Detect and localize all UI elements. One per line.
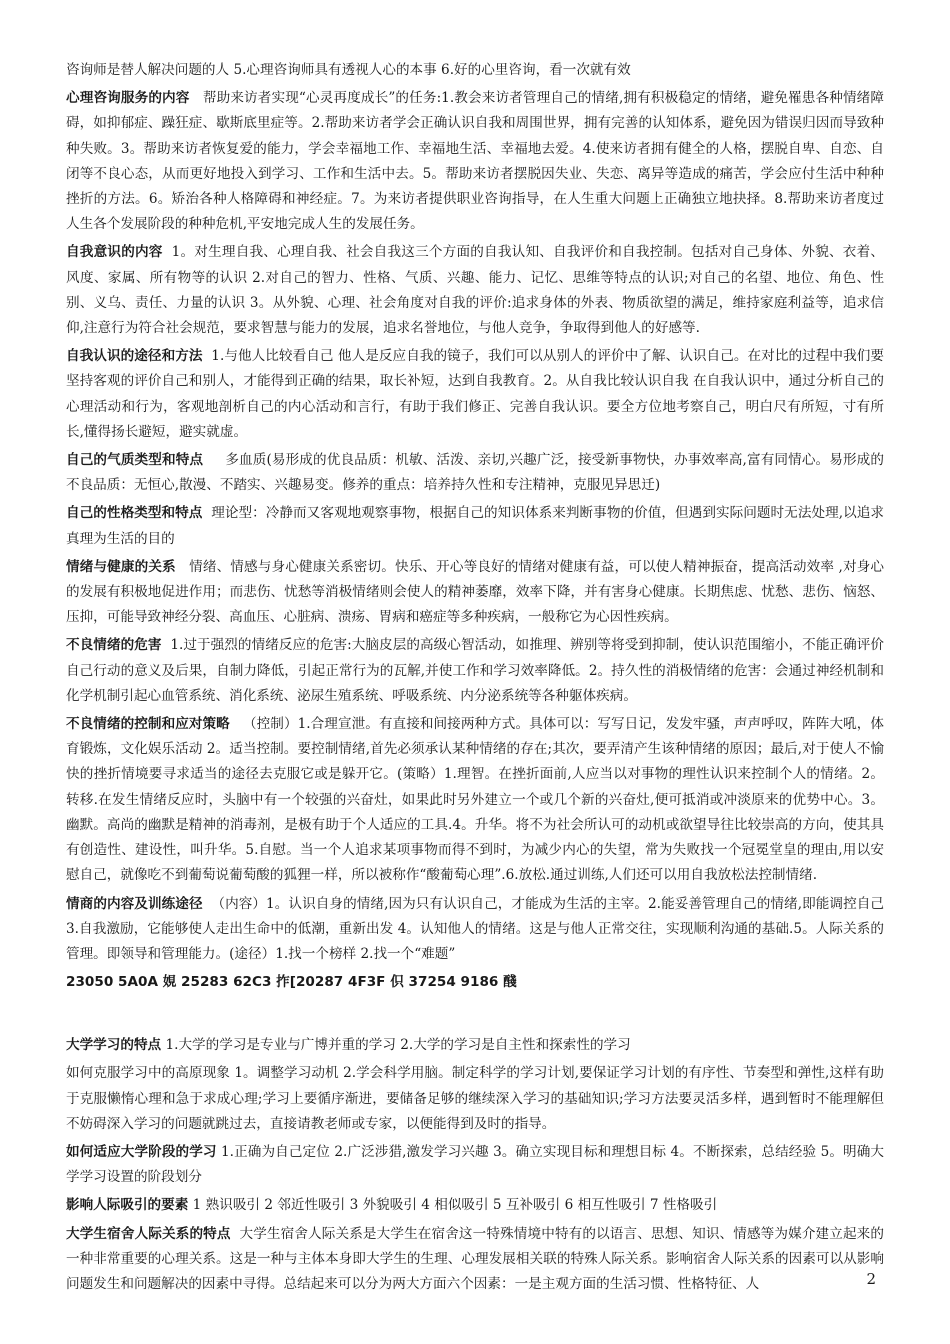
section-plateau: [66, 1061, 884, 1137]
encoding-line: 23050 5A0A 娊 25283 62C3 拃[20287 4F3F 伿 37254 9186 醆: [66, 974, 517, 991]
section-body: 1.与他人比较看自己 他人是反应自我的镜子，我们可以从别人的评价中了解、认识自己。在对比的过程中我们要坚持客观的评价自己和别人，才能得到正确的结果，取长补短，达到自我教育。2。从自我比较认识自我 在自我认识中，通过分析自己的心理活动和行为，客观地剖析自己的内心活动和言行，有助于我们修正、完善自我认识。要全方位地考察自己，明白尺有所短，寸有所长,懂得扬长避短，避实就虚。: [66, 348, 884, 440]
section-title: 自己的气质类型和特点: [66, 452, 204, 469]
spacer: [66, 995, 884, 1033]
section-title: 自我认识的途径和方法: [66, 348, 203, 365]
section-body: 1.大学的学习是专业与广博并重的学习 2.大学的学习是自主性和探索性的学习: [165, 1037, 631, 1054]
section-temperament: [66, 448, 884, 498]
section-adapt-learning: [66, 1140, 884, 1190]
section-title: 情商的内容及训练途径: [66, 895, 203, 912]
section-body: 理论型：冷静而又客观地观察事物，根据自己的知识体系来判断事物的价值，但遇到实际问题时无法处理,以追求真理为生活的目的: [66, 505, 884, 547]
section-emotion-control: [66, 712, 884, 888]
section-emotion-health: [66, 555, 884, 631]
section-title: 自我意识的内容: [66, 244, 163, 261]
section-body: 多血质(易形成的优良品质：机敏、活泼、亲切,兴趣广泛，接受新事物快，办事效率高,富有同情心。易形成的不良品质：无恒心,散漫、不踏实、兴趣易变。修养的重点：培养持久性和专注精神，克服见异思迁): [66, 452, 884, 494]
section-body: 如何克服学习中的高原现象 1。调整学习动机 2.学会科学用脑。制定科学的学习计划,要保证学习计划的有序性、节奏型和弹性,这样有助于克服懒惰心理和急于求成心理;学习上要循序渐进，要储备足够的继续深入学习的基础知识;学习方法要灵活多样，遇到暂时不能理解但不妨碍深入学习的问题就跳过去，直接请教老师或专家，以便能得到及时的指导。: [66, 1065, 884, 1132]
section-counseling-content: [66, 86, 884, 237]
section-college-learning: [66, 1033, 884, 1058]
section-title: 不良情绪的危害: [66, 637, 162, 654]
section-eq: [66, 892, 884, 968]
section-body: 帮助来访者实现“心灵再度成长”的任务:1.教会来访者管理自己的情绪,拥有积极稳定的情绪，避免罹患各种情绪障碍，如抑郁症、躁狂症、歇斯底里症等。2.帮助来访者学会正确认识自我和周围世界，拥有完善的认知体系，避免因为错误归因而导致种种失败。3。帮助来访者恢复爱的能力，学会幸福地工作、幸福地生活、幸福地去爱。4.使来访者拥有健全的人格，摆脱自卑、自恋、自闭等不良心态，从而更好地投入到学习、工作和生活中去。5。帮助来访者摆脱因失业、失恋、离异等造成的痛苦，学会应付生活中种种挫折的方法。6。矫治各种人格障碍和神经症。7。为来访者提供职业咨询指导，在人生重大问题上正确独立地抉择。8.帮助来访者度过人生各个发展阶段的种种危机,平安地完成人生的发展任务。: [66, 90, 884, 233]
intro-line: 咨询师是替人解决问题的人 5.心理咨询师具有透视人心的本事 6.好的心里咨询，看一次就有效: [66, 62, 631, 78]
document-body: [66, 58, 884, 1300]
section-personality: [66, 501, 884, 551]
section-attraction: [66, 1193, 884, 1218]
section-dorm-relations: [66, 1222, 884, 1298]
section-self-cognition: [66, 344, 884, 445]
section-title: 心理咨询服务的内容: [66, 90, 190, 107]
section-body: 大学生宿舍人际关系是大学生在宿舍这一特殊情境中特有的以语言、思想、知识、情感等为媒介建立起来的一种非常重要的心理关系。这是一种与主体本身即大学生的生理、心理发展相关联的特殊人际关系。影响宿舍人际关系的因素可以从影响问题发生和问题解决的因素中寻得。总结起来可以分为两大方面六个因素：一是主观方面的生活习惯、性格特征、人: [66, 1225, 884, 1292]
section-title: 自己的性格类型和特点: [66, 505, 203, 522]
section-title: 影响人际吸引的要素: [66, 1197, 189, 1214]
section-body: 1。对生理自我、心理自我、社会自我这三个方面的自我认知、自我评价和自我控制。包括对自己身体、外貌、衣着、风度、家属、所有物等的认识 2.对自己的智力、性格、气质、兴趣、能力、记忆、思维等特点的认识;对自己的名望、地位、角色、性别、义乌、责任、力量的认识 3。从外貌、心理、社会角度对自我的评价:追求身体的外表、物质欲望的满足，维持家庭利益等，追求信仰,注意行为符合社会规范，要求智慧与能力的发展，追求名誉地位，与他人竞争，争取得到他人的好感等.: [66, 244, 884, 337]
section-body: 1.正确为自己定位 2.广泛涉猎,激发学习兴趣 3。确立实现目标和理想目标 4。不断探索，总结经验 5。明确大学学习设置的阶段划分: [66, 1143, 884, 1186]
section-body: 1 熟识吸引 2 邻近性吸引 3 外貌吸引 4 相似吸引 5 互补吸引 6 相互性吸引 7 性格吸引: [192, 1197, 718, 1214]
section-title: 不良情绪的控制和应对策略: [66, 716, 230, 733]
section-emotion-harm: [66, 633, 884, 709]
section-self-awareness: [66, 240, 884, 341]
section-body: （内容）1。认识自身的情绪,因为只有认识自己，才能成为生活的主宰。2.能妥善管理自己的情绪,即能调控自己 3.自我激励，它能够使人走出生命中的低潮，重新出发 4。认知他人的情绪。这是与他人正常交往，实现顺利沟通的基础.5。人际关系的管理。即领导和管理能力。(途径）1.找一个榜样 2.找一个“难题”: [66, 895, 884, 962]
section-body: 情绪、情感与身心健康关系密切。快乐、开心等良好的情绪对健康有益，可以使人精神振奋，提高活动效率 ,对身心的发展有积极地促进作用；而悲伤、忧愁等消极情绪则会使人的精神萎靡，效率下降，并有害身心健康。长期焦虑、忧愁、悲伤、恼怒、压抑，可能导致神经分裂、高血压、心脏病、溃疡、胃病和癌症等多种疾病，一般称它为心因性疾病。: [66, 558, 885, 626]
section-body: 1.过于强烈的情绪反应的危害:大脑皮层的高级心智活动，如推理、辨别等将受到抑制，使认识范围缩小，不能正确评价自己行动的意义及后果，自制力降低，引起正常行为的瓦解,并使工作和学习效率降低。2。持久性的消极情绪的危害：会通过神经机制和化学机制引起心血管系统、消化系统、泌尿生殖系统、呼吸系统、内分泌系统等各种躯体疾病。: [66, 637, 885, 704]
section-body: （控制）1.合理宣泄。有直接和间接两种方式。具体可以：写写日记，发发牢骚，声声呼叹，阵阵大吼，体育锻炼，文化娱乐活动 2。适当控制。要控制情绪,首先必须承认某种情绪的存在;其次，要弄清产生该种情绪的原因；最后,对于使人不愉快的挫折情境要寻求适当的途径去克服它或是躲开它。(策略）1.理智。在挫折面前,人应当以对事物的理性认识来控制个人的情绪。2。转移.在发生情绪反应时，头脑中有一个较强的兴奋灶，如果此时另外建立一个或几个新的兴奋灶,便可抵消或冲淡原来的优势中心。3。幽默。高尚的幽默是精神的消毒剂，是极有助于个人适应的工具.4。升华。将不为社会所认可的动机或欲望导往比较崇高的方向，使其具有创造性、建设性，叫升华。5.自慰。当一个人追求某项事物而得不到时，为减少内心的失望，常为失败找一个冠冕堂皇的理由,用以安慰自己，就像吃不到葡萄说葡萄酸的狐狸一样，所以被称作“酸葡萄心理”.6.放松.通过训练,人们还可以用自我放松法控制情绪.: [66, 716, 885, 884]
section-title: 情绪与健康的关系: [66, 558, 176, 575]
section-title: 如何适应大学阶段的学习: [66, 1143, 217, 1160]
section-title: 大学生宿舍人际关系的特点: [66, 1225, 231, 1242]
page-number: 2: [866, 1270, 876, 1288]
section-title: 大学学习的特点: [66, 1037, 162, 1054]
